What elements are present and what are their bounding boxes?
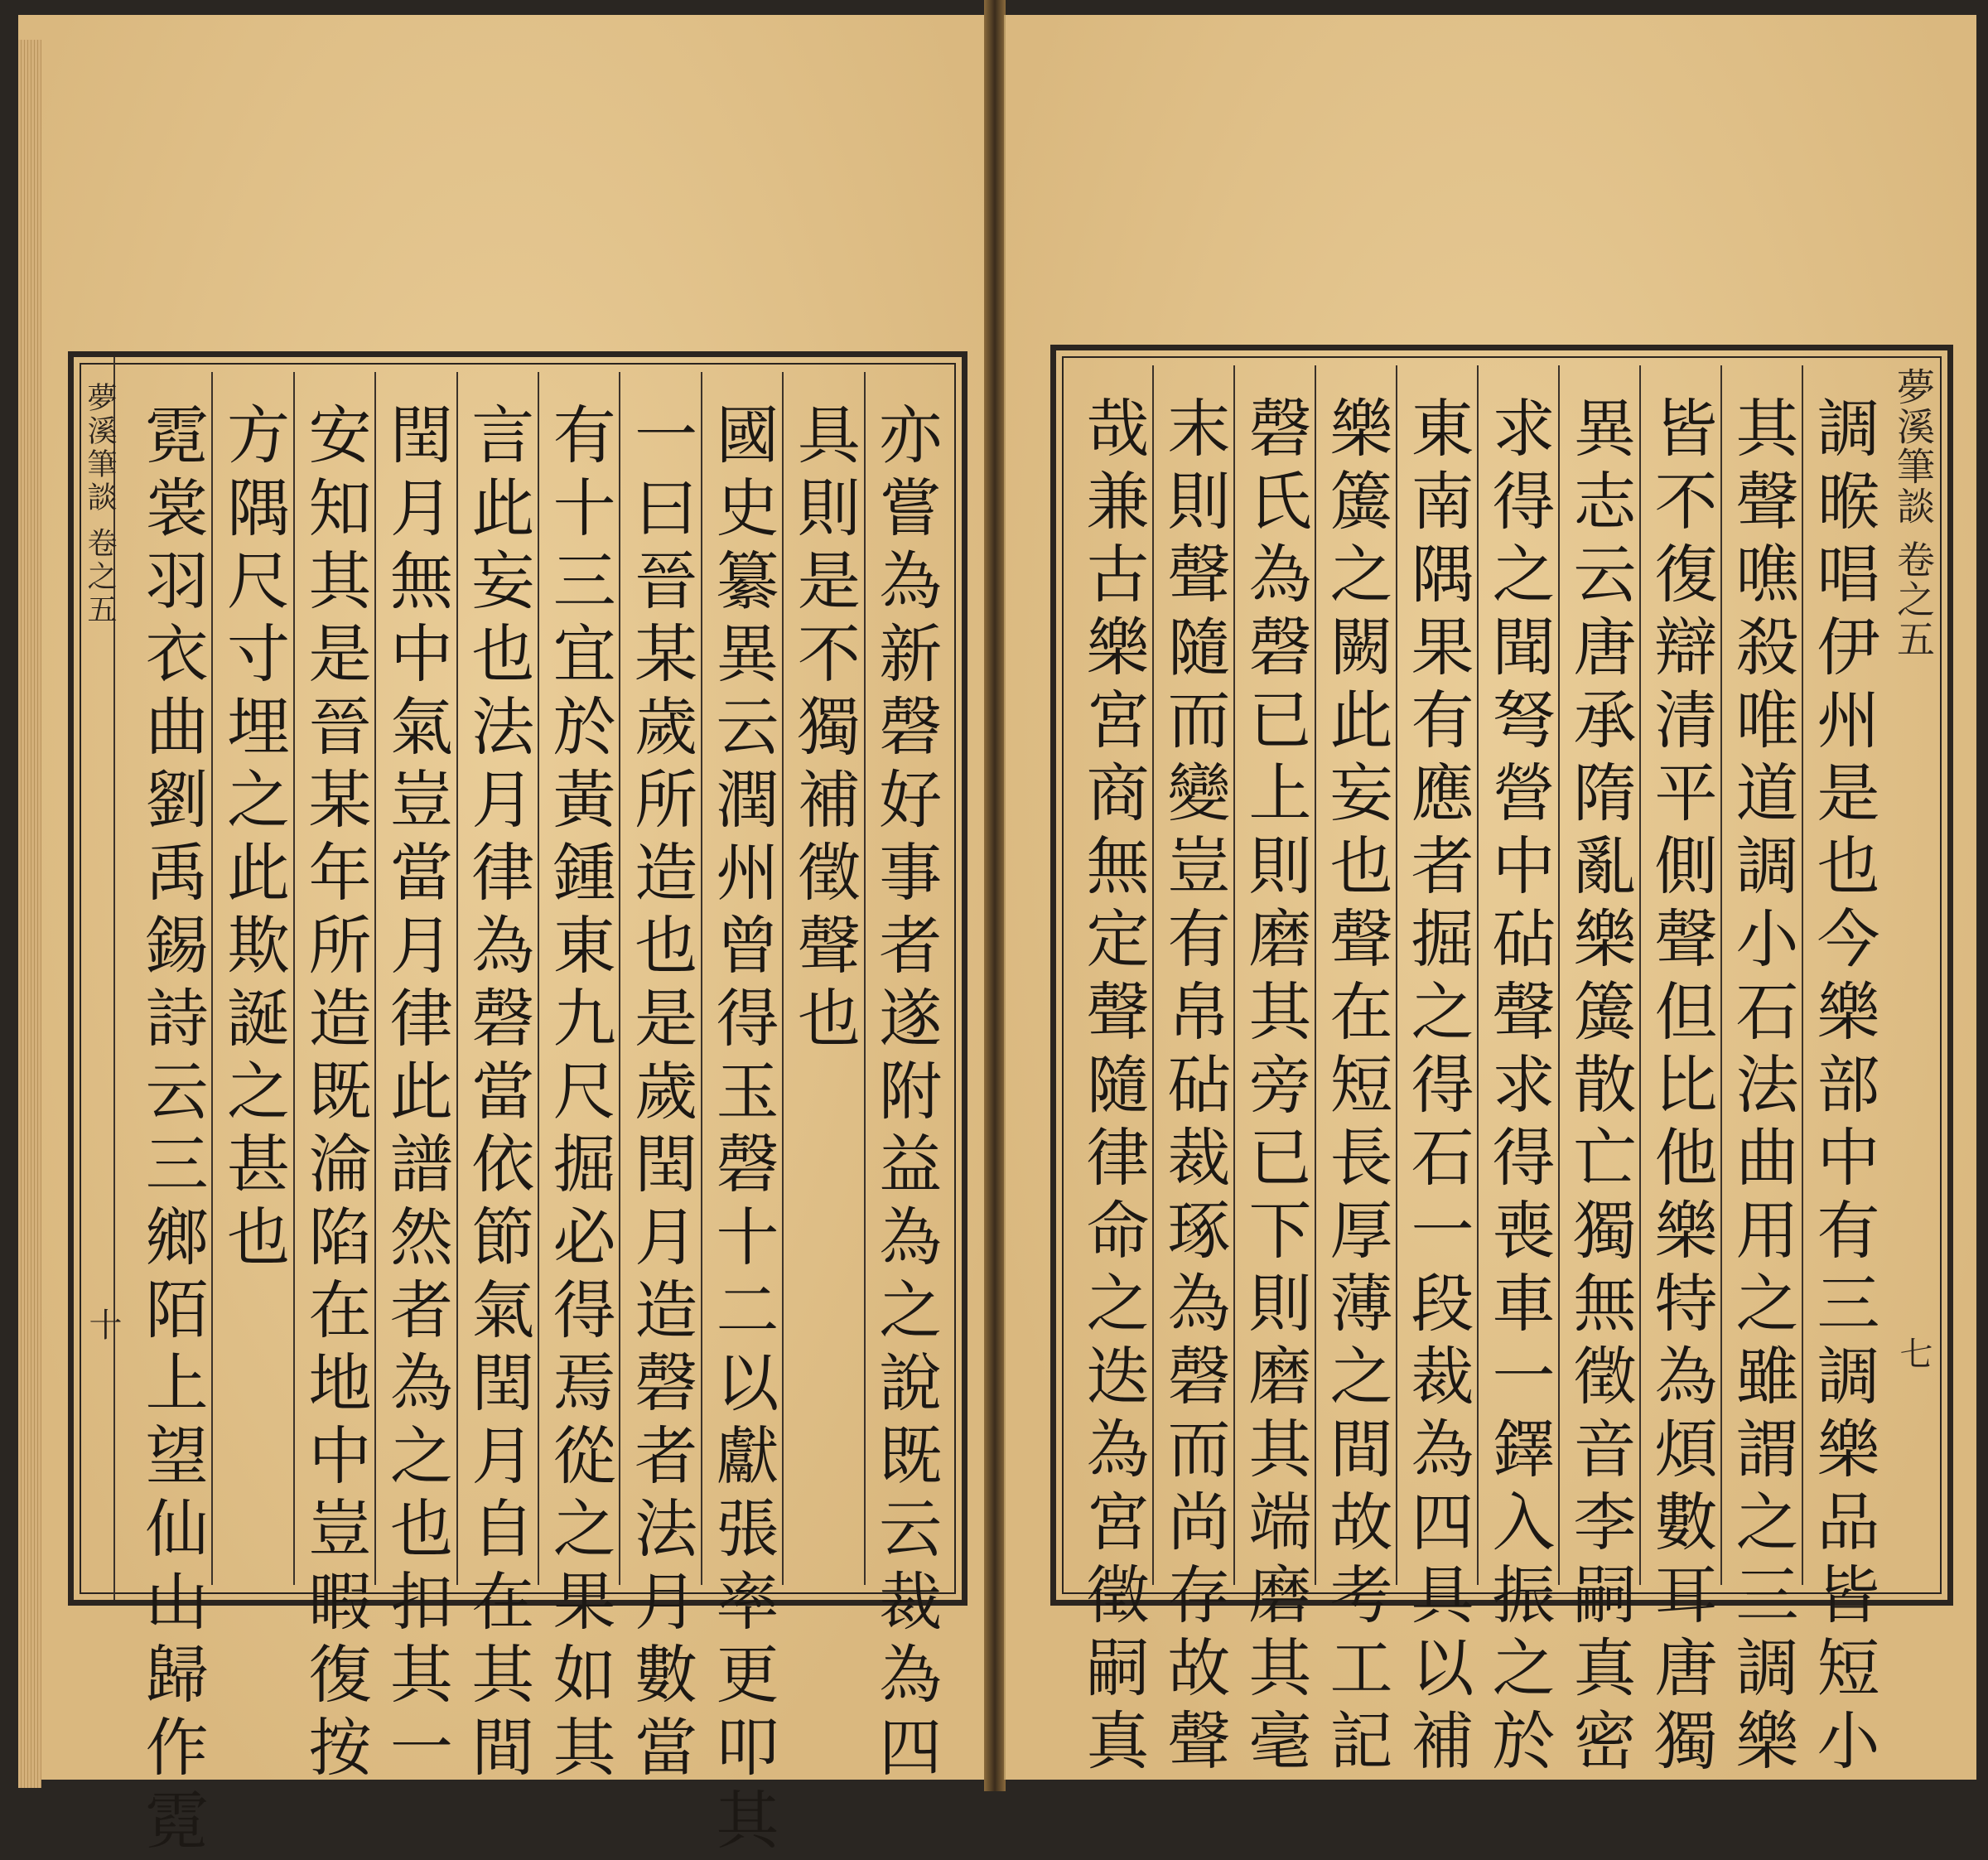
column-text: 調㬋唱伊州是也今樂部中有三調樂品皆短小 — [1807, 395, 1880, 1780]
column-text: 方隅尺寸埋之此欺誕之甚也 — [216, 402, 291, 1277]
text-column — [1152, 365, 1233, 1780]
column-text: 一曰晉某歲所造也是歲閏月造磬者法月數當 — [624, 402, 698, 1787]
text-column — [1802, 365, 1883, 1780]
text-column — [211, 372, 292, 1585]
right-margin-strip — [1891, 350, 1947, 1600]
right-folio-number: 七 — [1894, 1336, 1933, 1370]
column-text: 末則聲隨而變豈有帛砧裁琢為磬而尚存故聲 — [1157, 395, 1231, 1780]
left-text-frame — [68, 351, 967, 1860]
text-column — [374, 372, 456, 1787]
text-column — [456, 372, 538, 1787]
text-column — [619, 372, 700, 1787]
right-columns — [1073, 365, 1883, 1780]
text-column — [701, 372, 782, 1860]
left-margin-title: 夢溪筆談 卷之五 — [83, 382, 117, 627]
column-text: 其聲噍殺唯道調小石法曲用之雖謂之三調樂 — [1725, 395, 1799, 1780]
column-text: 哉兼古樂宮商無定聲隨律命之迭為宮徵嗣真 — [1076, 395, 1150, 1780]
text-column — [1477, 365, 1558, 1780]
text-column — [1315, 365, 1396, 1780]
text-column — [1396, 365, 1477, 1780]
column-text: 安知其是晉某年所造既淪陷在地中豈暇復按 — [297, 402, 372, 1787]
text-column — [1639, 365, 1720, 1780]
column-text: 閏月無中氣豈當月律此譜然者為之也扣其一 — [379, 402, 454, 1787]
text-column — [1720, 365, 1802, 1780]
column-text: 霓裳羽衣曲劉禹錫詩云三鄉陌上望仙山歸作霓 — [135, 402, 210, 1860]
right-page — [1004, 15, 1976, 1780]
column-text: 具則是不獨補徵聲也 — [787, 402, 861, 1058]
text-column — [1233, 365, 1315, 1780]
right-text-frame — [1050, 345, 1953, 1780]
column-text: 有十三宜於黃鍾東九尺掘必得焉從之果如其 — [543, 402, 617, 1787]
text-column — [1558, 365, 1639, 1780]
text-column — [1073, 365, 1152, 1780]
book-gutter — [984, 0, 1006, 1791]
column-text: 異志云唐承隋亂樂簴散亡獨無徵音李嗣真密 — [1563, 395, 1637, 1780]
column-text: 磬氏為磬已上則磨其旁已下則磨其端磨其毫 — [1238, 395, 1312, 1780]
text-column — [538, 372, 619, 1787]
column-text: 樂簴之闕此妄也聲在短長厚薄之間故考工記 — [1320, 395, 1393, 1780]
right-margin-title: 夢溪筆談 卷之五 — [1891, 367, 1936, 659]
left-folio-number: 十 — [84, 1307, 122, 1341]
page-edges — [18, 40, 41, 1788]
text-column — [864, 372, 945, 1787]
column-text: 言此妄也法月律為磬當依節氣閏月自在其間 — [461, 402, 535, 1787]
column-text: 國史纂異云潤州曾得玉磬十二以獻張率更叩其 — [705, 402, 779, 1860]
left-columns — [132, 372, 945, 1860]
left-page — [18, 15, 987, 1860]
column-text: 求得之聞弩營中砧聲求得喪車一鐸入振之於 — [1482, 395, 1556, 1780]
left-margin-strip — [74, 357, 115, 1600]
column-text: 皆不復辯清平側聲但比他樂特為煩數耳唐獨 — [1644, 395, 1718, 1780]
column-text: 東南隅果有應者掘之得石一段裁為四具以補 — [1401, 395, 1474, 1780]
text-column — [782, 372, 863, 1585]
column-text: 亦嘗為新磬好事者遂附益為之說既云裁為四 — [868, 402, 943, 1787]
text-column — [293, 372, 374, 1787]
text-column — [132, 372, 211, 1860]
